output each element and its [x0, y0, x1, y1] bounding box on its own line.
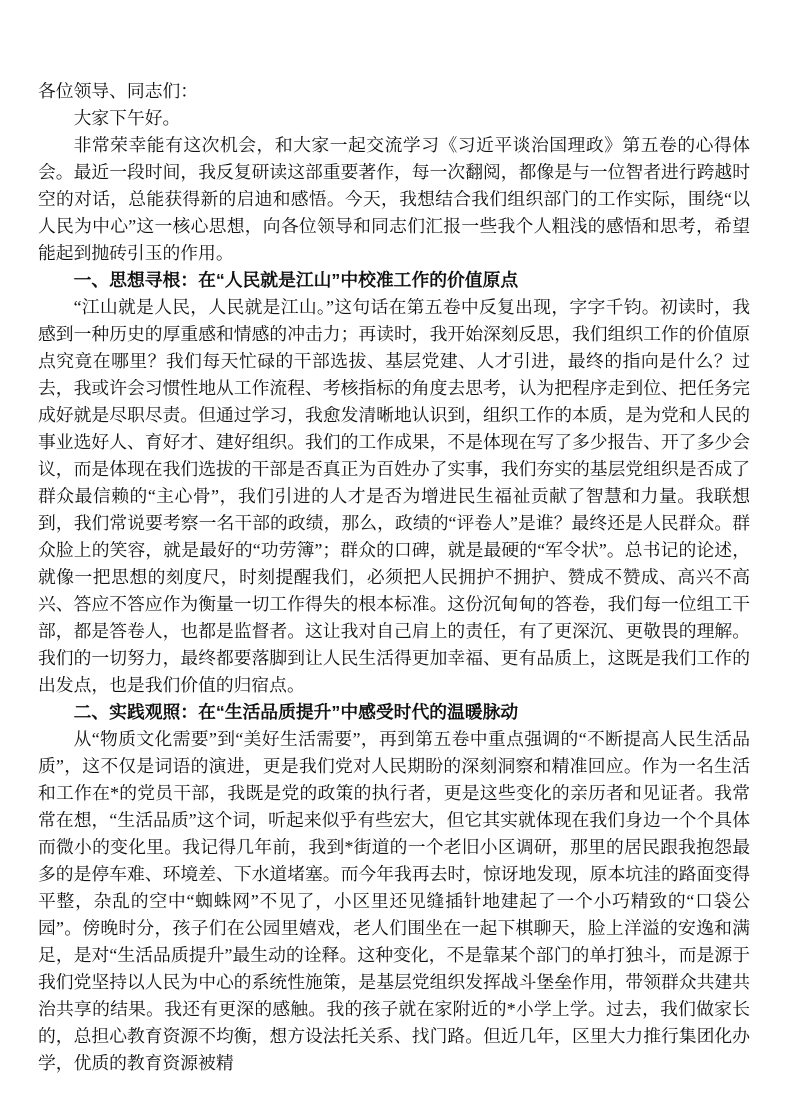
paragraph-greeting: 大家下午好。 [73, 108, 181, 128]
paragraph-intro: 非常荣幸能有这次机会，和大家一起交流学习《习近平谈治国理政》第五卷的心得体会。最近一段时间，我反复研读这部重要著作，每一次翻阅，都像是与一位智者进行跨越时空的对话，总能获得新的启迪和感悟。今天，我想结合我们组织部门的工作实际，围绕“以人民为中心”这一核心思想，向各位领导和同志们汇报一些我个人粗浅的感悟和思考，希望能起到抛砖引玉的作用。 [38, 135, 750, 263]
paragraph-section-1: “江山就是人民，人民就是江山。”这句话在第五卷中反复出现，字字千钧。初读时，我感到一种历史的厚重感和情感的冲击力；再读时，我开始深刻反思，我们组织工作的价值原点究竟在哪里？我们每天忙碌的干部选拔、基层党建、人才引进，最终的指向是什么？过去，我或许会习惯性地从工作流程、考核指标的角度去思考，认为把程序走到位、把任务完成好就是尽职尽责。但通过学习，我愈发清晰地认识到，组织工作的本质，是为党和人民的事业选好人、育好才、建好组织。我们的工作成果，不是体现在写了多少报告、开了多少会议，而是体现在我们选拔的干部是否真正为百姓办了实事，我们夯实的基层党组织是否成了群众最信赖的“主心骨”，我们引进的人才是否为增进民生福祉贡献了智慧和力量。我联想到，我们常说要考察一名干部的政绩，那么，政绩的“评卷人”是谁？最终还是人民群众。群众脸上的笑容，就是最好的“功劳簿”；群众的口碑，就是最硬的“军令状”。总书记的论述，就像一把思想的刻度尺，时刻提醒我们，必须把人民拥护不拥护、赞成不赞成、高兴不高兴、答应不答应作为衡量一切工作得失的根本标准。这份沉甸甸的答卷，我们每一位组工干部，都是答卷人，也都是监督者。这让我对自己肩上的责任，有了更深沉、更敬畏的理解。我们的一切努力，最终都要落脚到让人民生活得更加幸福、更有品质上，这既是我们工作的出发点，也是我们价值的归宿点。 [38, 297, 750, 695]
paragraph-section-2: 从“物质文化需要”到“美好生活需要”，再到第五卷中重点强调的“不断提高人民生活品质”，这不仅是词语的演进，更是我们党对人民期盼的深刻洞察和精准回应。作为一名生活和工作在*的党员干部，我既是党的政策的执行者，更是这些变化的亲历者和见证者。我常常在想，“生活品质”这个词，听起来似乎有些宏大，但它其实就体现在我们身边一个个具体而微小的变化里。我记得几年前，我到*街道的一个老旧小区调研，那里的居民跟我抱怨最多的是停车难、环境差、下水道堵塞。而今年我再去时，惊讶地发现，原本坑洼的路面变得平整，杂乱的空中“蜘蛛网”不见了，小区里还见缝插针地建起了一个小巧精致的“口袋公园”。傍晚时分，孩子们在公园里嬉戏，老人们围坐在一起下棋聊天，脸上洋溢的安逸和满足，是对“生活品质提升”最生动的诠释。这种变化，不是靠某个部门的单打独斗，而是源于我们党坚持以人民为中心的系统性施策，是基层党组织发挥战斗堡垒作用，带领群众共建共治共享的结果。我还有更深的感触。我的孩子就在家附近的*小学上学。过去，我们做家长的，总担心教育资源不均衡，想方设法托关系、找门路。但近几年，区里大力推行集团化办学，优质的教育资源被精 [38, 729, 750, 1073]
section-heading-1: 一、思想寻根：在“人民就是江山”中校准工作的价值原点 [73, 270, 519, 290]
salutation-line: 各位领导、同志们： [38, 81, 199, 101]
section-heading-2: 二、实践观照：在“生活品质提升”中感受时代的温暖脉动 [73, 702, 519, 722]
